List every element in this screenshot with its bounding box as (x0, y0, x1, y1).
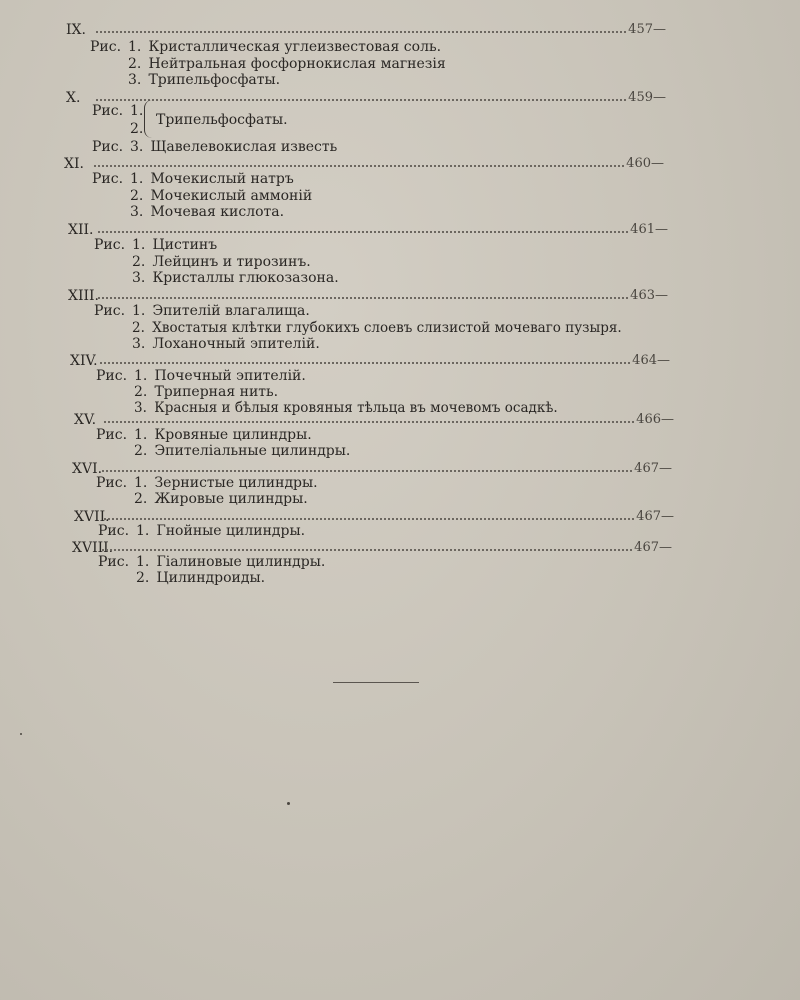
figure-caption: Гнойные цилиндры. (156, 523, 306, 539)
figure-caption: Щавелевокислая известь (150, 139, 338, 155)
figure-number: 1. (130, 103, 144, 119)
figure-number: 1. (136, 554, 150, 570)
figure-number: 2. (130, 121, 144, 137)
figure-number: 3. (128, 72, 142, 88)
page-number: 459— (628, 90, 666, 105)
page-number: 463— (630, 288, 668, 303)
figure-entry (132, 269, 339, 287)
plate-heading (66, 88, 666, 108)
figure-number: 1. (130, 171, 144, 187)
figure-number: 1. (134, 475, 148, 491)
figure-caption: Цилиндроиды. (156, 570, 266, 586)
page-number: 460— (626, 156, 664, 171)
figure-entry (94, 302, 310, 320)
figure-caption: Жировые цилиндры. (154, 491, 308, 507)
dot-leader (104, 421, 634, 423)
figure-caption: Лоханочный эпителій. (152, 336, 320, 352)
figure-label: Рис. (96, 368, 128, 384)
figure-entry (94, 236, 217, 254)
plate-numeral: XV. (74, 412, 97, 428)
figure-caption: Кристаллическая углеизвестовая соль. (148, 39, 442, 55)
figure-label: Рис. (96, 475, 128, 491)
page-number: 467— (634, 540, 672, 555)
dot-leader (102, 470, 632, 472)
figure-caption: Трипельфосфаты. (148, 72, 281, 88)
dot-leader (98, 231, 628, 233)
figure-caption: Гіалиновые цилиндры. (156, 554, 326, 570)
figure-number: 2. (136, 570, 150, 586)
plate-heading (66, 20, 666, 40)
figure-caption: Эпителіальные цилиндры. (154, 443, 351, 459)
dot-leader (100, 362, 630, 364)
figure-caption: Мочекислый натръ (150, 171, 294, 187)
figure-number: 1. (132, 237, 146, 253)
figure-entry (134, 490, 308, 508)
figure-number: 2. (132, 254, 146, 270)
page-number: 467— (634, 461, 672, 476)
figure-label: Рис. (94, 237, 126, 253)
figure-caption: Почечный эпителій. (154, 368, 306, 384)
figure-caption: Триперная нить. (154, 384, 279, 400)
figure-caption: Мочевая кислота. (150, 204, 285, 220)
page-number: 457— (628, 22, 666, 37)
plate-numeral: XII. (68, 222, 94, 238)
figure-entry (92, 170, 294, 188)
figure-number: 3. (130, 139, 144, 155)
figure-entry (136, 569, 265, 587)
figure-label: Рис. (96, 427, 128, 443)
figure-label: Рис. (94, 303, 126, 319)
end-rule (333, 682, 419, 683)
brace-caption: Трипельфосфаты. (156, 112, 288, 128)
page-number: 461— (630, 222, 668, 237)
figure-caption: Кристаллы глюкозазона. (152, 270, 339, 286)
figure-number: 1. (132, 303, 146, 319)
figure-label: Рис. (98, 554, 130, 570)
figure-caption: Кровяные цилиндры. (154, 427, 312, 443)
brace-bracket (144, 100, 153, 138)
figure-number: 2. (130, 188, 144, 204)
figure-number: 3. (130, 204, 144, 220)
figure-number: 3. (132, 270, 146, 286)
plate-numeral: XIII. (68, 288, 100, 304)
figure-caption: Нейтральная фосфорнокислая магнезія (148, 56, 446, 72)
figure-number: 3. (132, 336, 146, 352)
figure-number: 1. (134, 427, 148, 443)
dot-leader (96, 99, 626, 101)
figure-caption: Лейцинъ и тирозинъ. (152, 254, 311, 270)
figure-number: 2. (134, 384, 148, 400)
dot-leader (104, 518, 634, 520)
plate-numeral: XVI. (72, 461, 103, 477)
figure-number: 1. (128, 39, 142, 55)
dot-leader (102, 549, 632, 551)
figure-caption: Цистинъ (152, 237, 218, 253)
figure-caption: Мочекислый аммоній (150, 188, 313, 204)
figure-entry (130, 203, 284, 221)
figure-number: 1. (136, 523, 150, 539)
figure-number: 2. (134, 491, 148, 507)
figure-label: Рис. (98, 523, 130, 539)
paper-speck (20, 733, 22, 735)
dot-leader (94, 165, 624, 167)
figure-number: 3. (134, 400, 147, 416)
figure-entry (128, 71, 280, 89)
page-number: 466— (636, 412, 674, 427)
page-number: 464— (632, 353, 670, 368)
figure-entry (134, 442, 350, 460)
figure-caption: Эпителій влагалища. (152, 303, 310, 319)
page-number: 467— (636, 509, 674, 524)
dot-leader (96, 31, 626, 33)
figure-label: Рис. (92, 103, 124, 119)
plate-numeral: XVIII. (72, 540, 114, 556)
plate-numeral: X. (66, 90, 81, 106)
dot-leader (98, 297, 628, 299)
figure-number: 1. (134, 368, 148, 384)
figure-entry (90, 38, 441, 56)
plate-numeral: IX. (66, 22, 86, 38)
plate-numeral: XVII. (74, 509, 110, 525)
figure-number: 2. (132, 320, 145, 336)
figure-number: 2. (134, 443, 148, 459)
figure-caption: Зернистые цилиндры. (154, 475, 318, 491)
figure-number: 2. (128, 56, 142, 72)
figure-label: Рис. (90, 39, 122, 55)
plate-numeral: XIV. (70, 353, 98, 369)
figure-entry (92, 102, 146, 120)
figure-caption: Красныя и бѣлыя кровяныя тѣльца въ мочевомъ осадкѣ. (154, 400, 558, 416)
figure-caption: Хвостатыя клѣтки глубокихъ слоевъ слизистой мочеваго пузыря. (152, 320, 622, 336)
plate-numeral: XI. (64, 156, 84, 172)
figure-label: Рис. (92, 171, 124, 187)
figure-label: Рис. (92, 139, 124, 155)
paper-speck (287, 802, 290, 805)
